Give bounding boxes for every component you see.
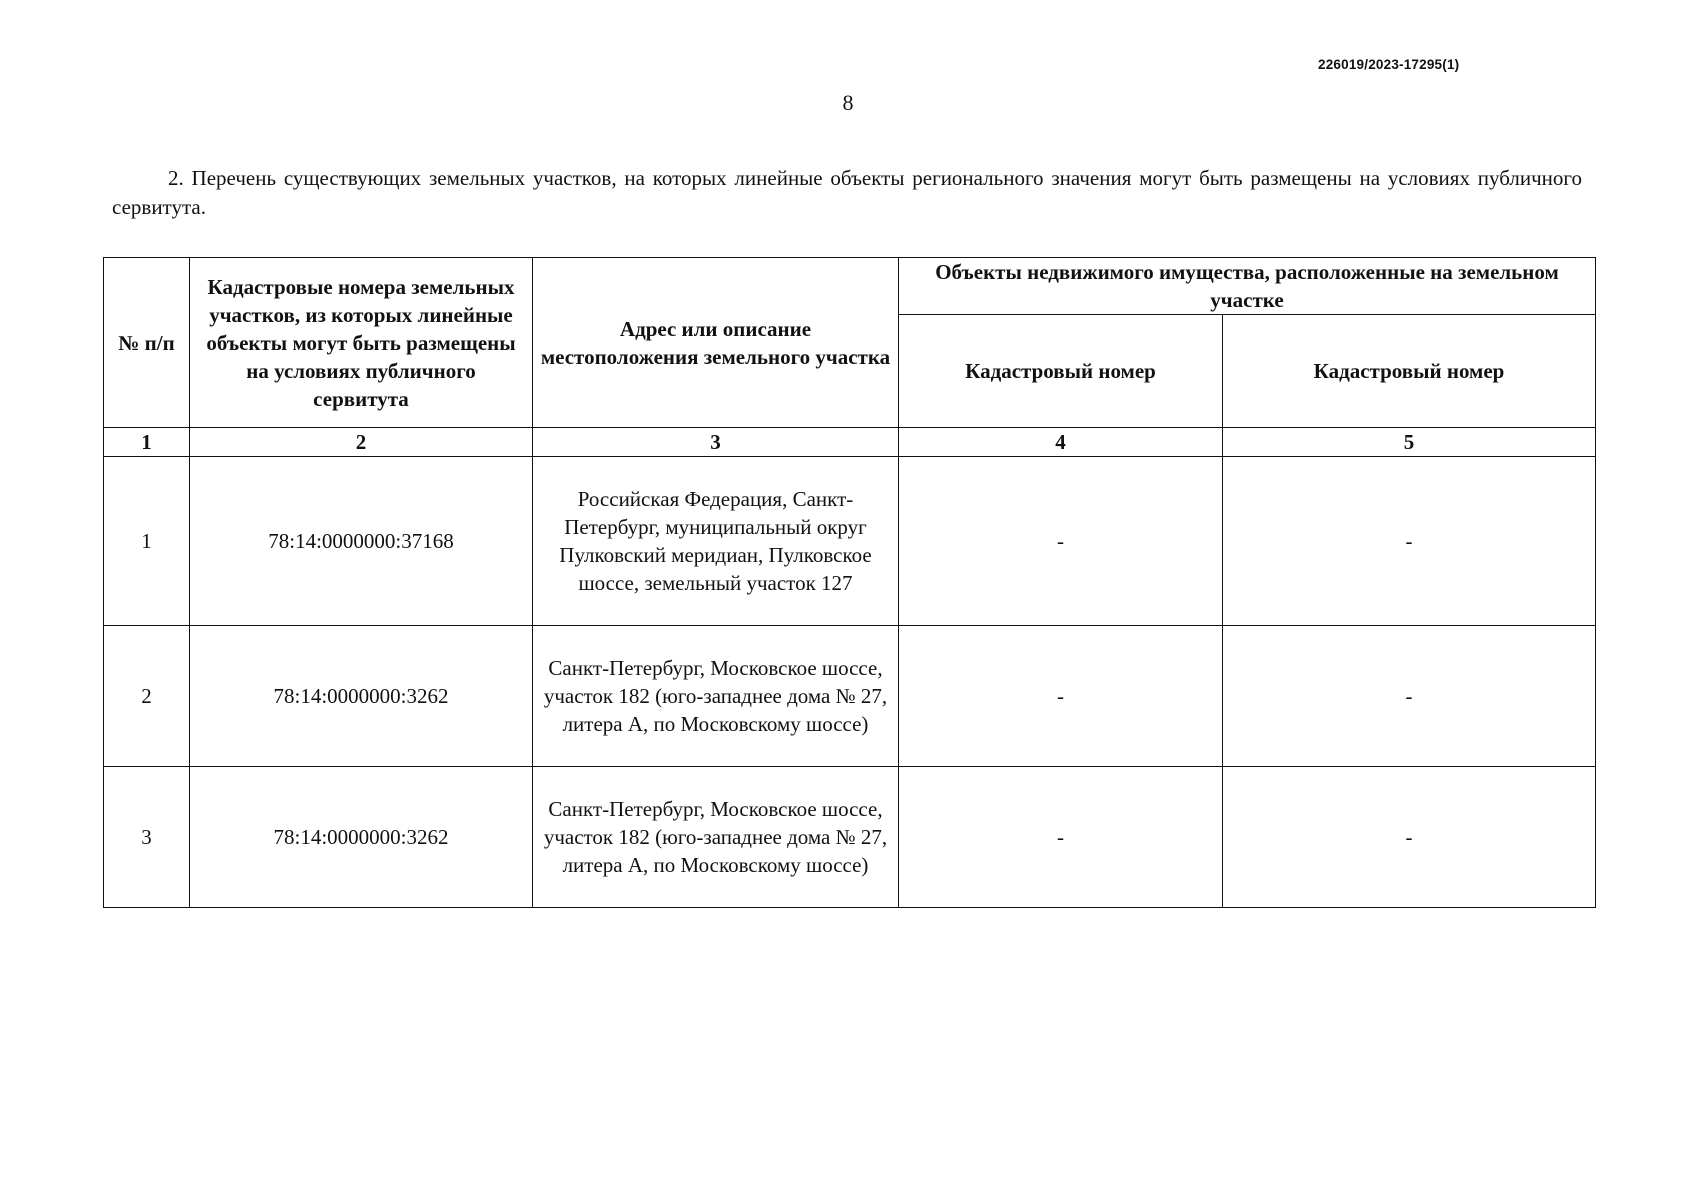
section-intro-text: 2. Перечень существующих земельных участков, на которых линейные объекты регионального значения могут быть размещены на условиях публичного сервитута. (112, 166, 1582, 219)
table-row (104, 457, 1596, 626)
object-cadastral-number: - (1223, 457, 1596, 626)
plot-address: Санкт-Петербург, Московское шоссе, участок 182 (юго-западнее дома № 27, литера А, по Московскому шоссе) (533, 626, 899, 767)
object-cadastral-number: - (899, 767, 1223, 908)
plot-address: Санкт-Петербург, Московское шоссе, участок 182 (юго-западнее дома № 27, литера А, по Московскому шоссе) (533, 767, 899, 908)
header-object-cadastral-number-1: Кадастровый номер (899, 315, 1223, 428)
plot-address: Российская Федерация, Санкт-Петербург, муниципальный округ Пулковский меридиан, Пулковское шоссе, земельный участок 127 (533, 457, 899, 626)
object-cadastral-number: - (1223, 626, 1596, 767)
header-real-estate-objects: Объекты недвижимого имущества, расположенные на земельном участке (899, 258, 1596, 315)
header-row-number: № п/п (104, 258, 190, 428)
object-cadastral-number: - (899, 626, 1223, 767)
cadastral-number: 78:14:0000000:37168 (190, 457, 533, 626)
table-row (104, 626, 1596, 767)
land-plots-table (103, 257, 1596, 908)
row-number: 2 (104, 626, 190, 767)
row-number: 3 (104, 767, 190, 908)
table-header-row (104, 258, 1596, 315)
column-number: 5 (1223, 428, 1596, 457)
header-cadastral-numbers: Кадастровые номера земельных участков, из которых линейные объекты могут быть размещены на условиях публичного сервитута (190, 258, 533, 428)
table-row (104, 767, 1596, 908)
object-cadastral-number: - (1223, 767, 1596, 908)
document-registration-number: 226019/2023-17295(1) (1318, 57, 1460, 72)
row-number: 1 (104, 457, 190, 626)
cadastral-number: 78:14:0000000:3262 (190, 626, 533, 767)
column-number: 1 (104, 428, 190, 457)
header-object-cadastral-number-2: Кадастровый номер (1223, 315, 1596, 428)
object-cadastral-number: - (899, 457, 1223, 626)
column-number: 4 (899, 428, 1223, 457)
column-number: 2 (190, 428, 533, 457)
page-number: 8 (842, 90, 854, 115)
column-number: 3 (533, 428, 899, 457)
cadastral-number: 78:14:0000000:3262 (190, 767, 533, 908)
header-address: Адрес или описание местоположения земельного участка (533, 258, 899, 428)
column-number-row (104, 428, 1596, 457)
